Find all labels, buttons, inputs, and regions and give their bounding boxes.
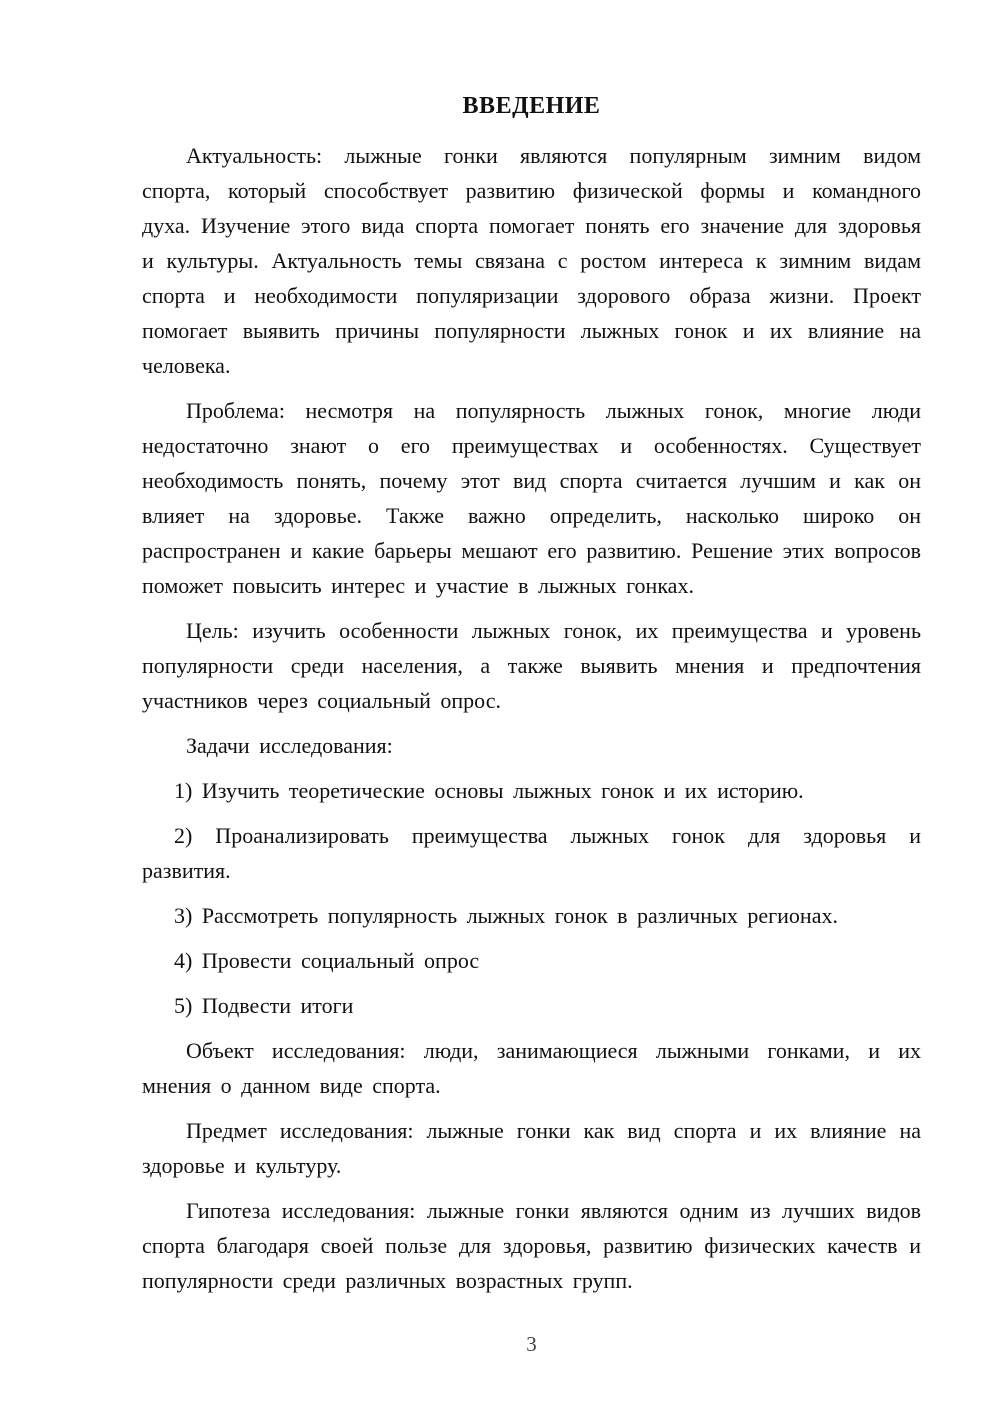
page-title: ВВЕДЕНИЕ	[462, 93, 601, 119]
task-item-3: 3) Рассмотреть популярность лыжных гонок в различных регионах.	[174, 903, 838, 928]
paragraph-object: Объект исследования: люди, занимающиеся лыжными гонками, и их мнения о данном виде спорта.	[142, 1038, 921, 1098]
task-item-4: 4) Провести социальный опрос	[174, 948, 480, 973]
page-number: 3	[526, 1332, 537, 1356]
paragraph-hypothesis: Гипотеза исследования: лыжные гонки являются одним из лучших видов спорта благодаря своей пользе для здоровья, развитию физических качеств и популярности среди различных возрастных групп.	[142, 1198, 921, 1293]
document-body	[142, 138, 921, 1298]
document-content	[142, 88, 921, 1308]
paragraph-subject: Предмет исследования: лыжные гонки как вид спорта и их влияние на здоровье и культуру.	[142, 1118, 921, 1178]
paragraph-goal: Цель: изучить особенности лыжных гонок, их преимущества и уровень популярности среди населения, а также выявить мнения и предпочтения участников через социальный опрос.	[142, 618, 921, 713]
task-item-2: 2) Проанализировать преимущества лыжных гонок для здоровья и развития.	[142, 823, 921, 883]
paragraph-problem: Проблема: несмотря на популярность лыжных гонок, многие люди недостаточно знают о его преимуществах и особенностях. Существует необходимость понять, почему этот вид спорта считается лучшим и как он влияет на здоровье. Также важно определить, насколько широко он распространен и какие барьеры мешают его развитию. Решение этих вопросов поможет повысить интерес и участие в лыжных гонках.	[142, 398, 921, 598]
paragraph-tasks-heading: Задачи исследования:	[186, 733, 393, 758]
paragraph-relevance: Актуальность: лыжные гонки являются популярным зимним видом спорта, который способствует развитию физической формы и командного духа. Изучение этого вида спорта помогает понять его значение для здоровья и культуры. Актуальность темы связана с ростом интереса к зимним видам спорта и необходимости популяризации здорового образа жизни. Проект помогает выявить причины популярности лыжных гонок и их влияние на человека.	[142, 143, 921, 378]
task-item-1: 1) Изучить теоретические основы лыжных гонок и их историю.	[174, 778, 804, 803]
task-item-5: 5) Подвести итоги	[174, 993, 354, 1018]
